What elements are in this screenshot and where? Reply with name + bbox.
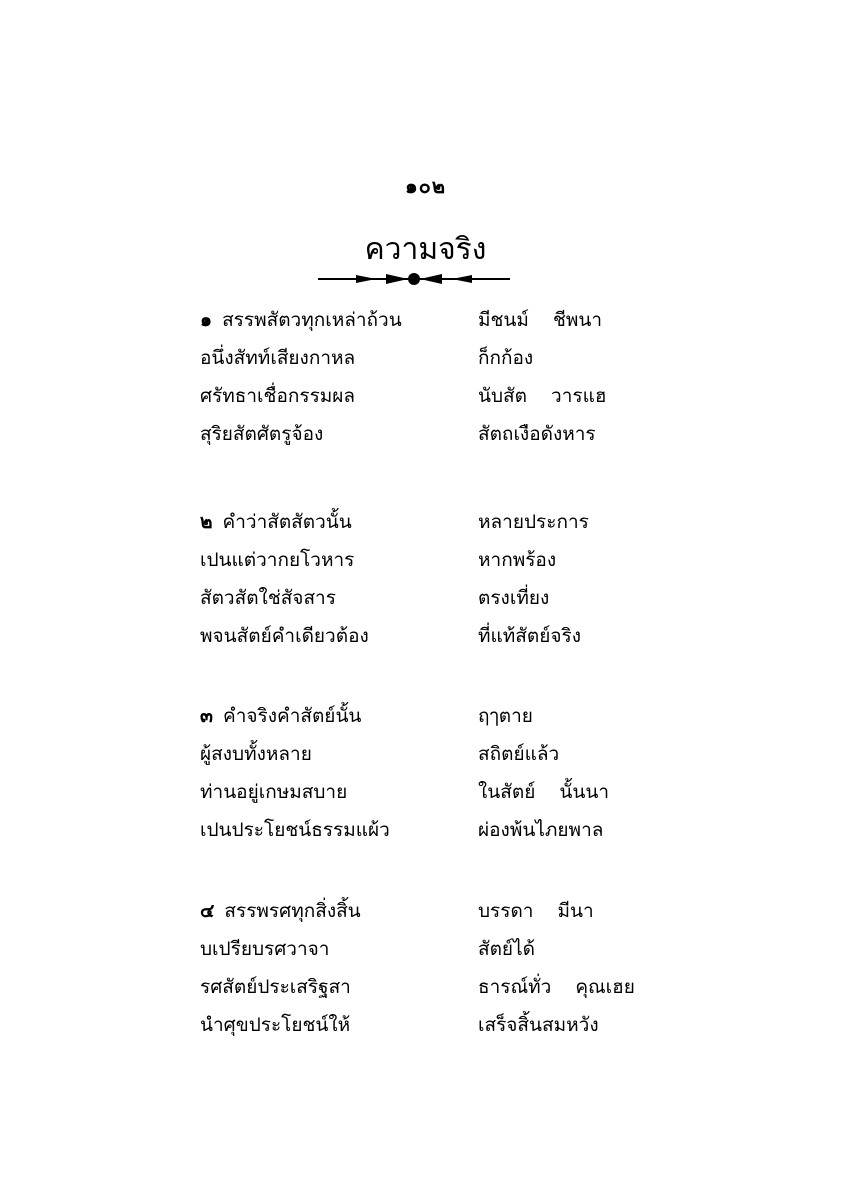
verse-right: ที่แท้สัตย์จริง bbox=[478, 625, 581, 647]
verse-right: นับสัต วารแฮ bbox=[478, 385, 607, 407]
verse-right: เสร็จสิ้นสมหวัง bbox=[478, 1014, 599, 1036]
verse-right: บรรดา มีนา bbox=[478, 900, 594, 922]
verse-left: บเปรียบรศวาจา bbox=[200, 938, 330, 960]
verse-left: ผู้สงบทั้งหลาย bbox=[200, 743, 312, 765]
verse-line bbox=[200, 305, 680, 343]
verse-left: สุริยสัตศัตรูจ้อง bbox=[200, 423, 324, 445]
verse-right: สถิตย์แล้ว bbox=[478, 743, 560, 765]
verse-line bbox=[200, 896, 680, 934]
verse-right: ตรงเที่ยง bbox=[478, 587, 550, 609]
stanza bbox=[200, 507, 680, 659]
verse-right: ฤๅตาย bbox=[478, 705, 533, 727]
verse-left: สรรพรศทุกสิ่งสิ้น bbox=[224, 900, 361, 922]
page-number: ๑๐๒ bbox=[404, 174, 447, 198]
verse-right: มีชนม์ ชีพนา bbox=[478, 309, 603, 331]
page-title: ความจริง bbox=[364, 232, 487, 267]
verse-left: คำจริงคำสัตย์นั้น bbox=[223, 705, 362, 727]
verse-left: สัตวสัตใช่สัจสาร bbox=[200, 587, 336, 609]
verse-line bbox=[200, 343, 680, 381]
verse-right: ธารณ์ทั่ว คุณเฮย bbox=[478, 976, 635, 998]
verse-left: เปนประโยชน์ธรรมแผ้ว bbox=[200, 819, 390, 841]
verse-right: สัตถเงือดังหาร bbox=[478, 423, 596, 445]
verse-line bbox=[200, 545, 680, 583]
stanza bbox=[200, 701, 680, 853]
verse-line bbox=[200, 507, 680, 545]
verse-right: ในสัตย์ นั้นนา bbox=[478, 781, 610, 803]
verse-left: เปนแต่วากยโวหาร bbox=[200, 549, 355, 571]
verse-left: ศรัทธาเชื่อกรรมผล bbox=[200, 385, 356, 407]
verse-left: สรรพสัตวทุกเหล่าถ้วน bbox=[222, 309, 402, 331]
stanza-number: ๑ bbox=[200, 309, 213, 331]
verse-left: ท่านอยู่เกษมสบาย bbox=[200, 781, 348, 803]
verse-right: หลายประการ bbox=[478, 511, 589, 533]
ornament-divider bbox=[316, 268, 512, 290]
verse-left: รศสัตย์ประเสริฐสา bbox=[200, 976, 351, 998]
verse-line bbox=[200, 621, 680, 659]
verse-left: นำศุขประโยชน์ให้ bbox=[200, 1014, 351, 1036]
verse-right: หากพร้อง bbox=[478, 549, 557, 571]
verse-right: ผ่องพ้นไภยพาล bbox=[478, 819, 604, 841]
stanza bbox=[200, 896, 680, 1048]
verse-line bbox=[200, 815, 680, 853]
verse-right: ก็กก้อง bbox=[478, 347, 534, 369]
verse-left: อนึ่งสัทท์เสียงกาหล bbox=[200, 347, 356, 369]
verse-line bbox=[200, 381, 680, 419]
verse-line bbox=[200, 777, 680, 815]
stanza-number: ๓ bbox=[200, 705, 213, 727]
verse-line bbox=[200, 701, 680, 739]
verse-line bbox=[200, 739, 680, 777]
verse-line bbox=[200, 934, 680, 972]
verse-line bbox=[200, 972, 680, 1010]
stanza-number: ๒ bbox=[200, 511, 213, 533]
stanza-number: ๔ bbox=[200, 900, 215, 922]
verse-line bbox=[200, 419, 680, 457]
stanza bbox=[200, 305, 680, 457]
verse-right: สัตย์ได้ bbox=[478, 938, 535, 960]
verse-line bbox=[200, 1010, 680, 1048]
verse-left: พจนสัตย์คำเดียวต้อง bbox=[200, 625, 369, 647]
verse-line bbox=[200, 583, 680, 621]
verse-left: คำว่าสัตสัตวนั้น bbox=[222, 511, 352, 533]
